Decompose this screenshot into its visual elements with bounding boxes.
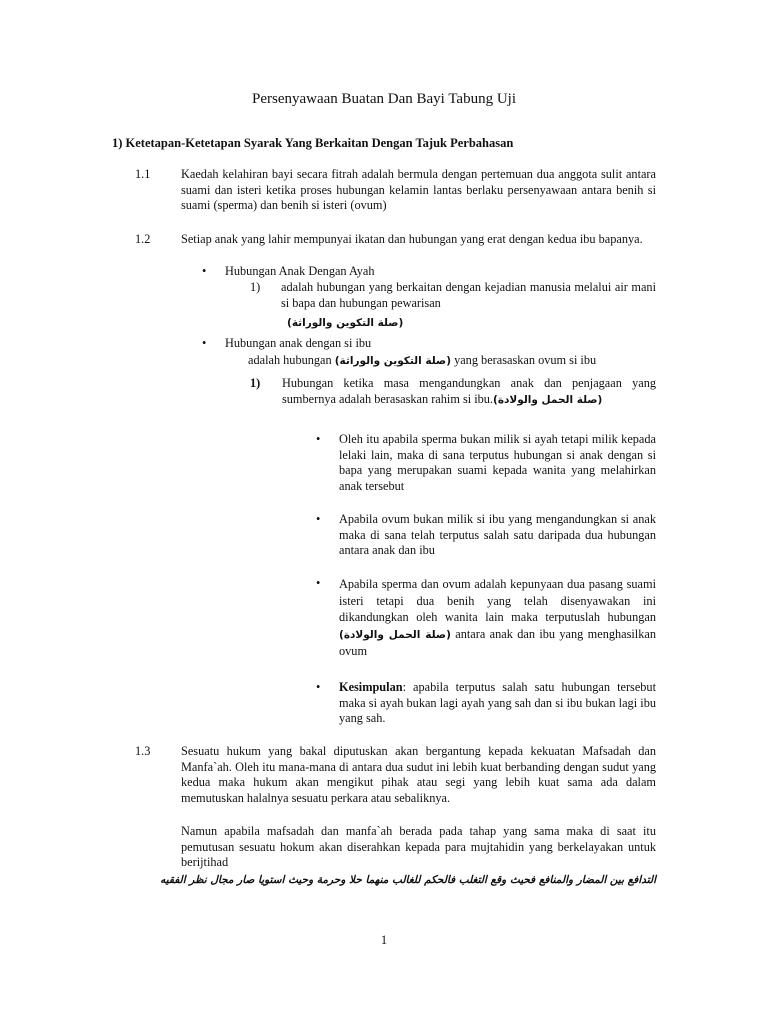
bullet-icon: • (316, 512, 321, 526)
section-heading: 1) Ketetapan-Ketetapan Syarak Yang Berkaitan Dengan Tajuk Perbahasan (112, 136, 514, 150)
document-title: Persenyawaan Buatan Dan Bayi Tabung Uji (251, 91, 517, 107)
point-text-pre: Apabila sperma dan ovum adalah kepunyaan dua pasang suami isteri tetapi dua benih yang telah disenyawakan ini dikandungkan oleh wanita lain maka terputuslah hubungan (339, 577, 656, 624)
ibu-text-pre: adalah hubungan (248, 353, 335, 367)
point-sperma-bukan-milik: Oleh itu apabila sperma bukan milik si ayah tetapi milik kepada lelaki lain, maka di sana terputus hubungan si anak dengan si bapa yang merupakan suami kepada wanita yang melahirkan anak tersebut (339, 432, 656, 493)
item-number: 1) (250, 376, 261, 390)
arabic-term: (صلة التكوين والوراثة) (287, 317, 404, 329)
item-number: 1.2 (135, 232, 151, 246)
bullet-icon: • (202, 336, 207, 350)
paragraph-1-3: Sesuatu hukum yang bakal diputuskan akan bergantung kepada kekuatan Mafsadah dan Manfa`ah. Oleh itu mana-mana di antara dua sudut ini lebih kuat berbanding dengan sudut yang kedua maka hukum akan mengikut pihak atau segi yang lebih kuat sama ada dalam memutuskan halalnya sesuatu perkara atau sebaliknya. (181, 744, 656, 805)
arabic-principle: التدافع بين المضار والمنافع فحيث وقع التغلب فالحكم للغالب منهما حلا وحرمة وحيث استويا صار مجال نظر الفقيه (160, 874, 656, 886)
point-kesimpulan (339, 680, 656, 727)
item-number: 1.1 (135, 167, 151, 181)
paragraph-1-1: Kaedah kelahiran bayi secara fitrah adalah bermula dengan pertemuan dua anggota sulit antara suami dan isteri ketika proses hubungan kelamin lantas berlaku persenyawaan antara benih si suami (sperma) dan benih si isteri (ovum) (181, 167, 656, 212)
bullet-hubungan-ibu: Hubungan anak dengan si ibu (225, 336, 372, 350)
paragraph-1-3-continued: Namun apabila mafsadah dan manfa`ah berada pada tahap yang sama maka di saat itu pemutusan sesuatu hokum akan diserahkan kepada para mujtahidin yang berkelayakan untuk berijtihad (181, 824, 656, 869)
ibu-text-post: yang berasaskan ovum si ibu (451, 353, 597, 367)
ayah-description: adalah hubungan yang berkaitan dengan kejadian manusia melalui air mani si bapa dan hubungan pewarisan (281, 280, 656, 310)
bullet-hubungan-ayah: Hubungan Anak Dengan Ayah (225, 264, 375, 278)
arabic-term: (صلة الحمل والولادة) (493, 393, 603, 406)
item-number: 1.3 (135, 744, 151, 758)
ibu-pregnancy-text: Hubungan ketika masa mengandungkan anak dan penjagaan yang sumbernya adalah berasaskan rahim si ibu. (282, 376, 656, 406)
kesimpulan-text: : apabila terputus salah satu hubungan tersebut maka si ayah bukan lagi ayah yang sah dan si ibu bukan lagi ibu yang sah. (339, 680, 656, 725)
point-sperma-ovum-pasangan (339, 576, 656, 660)
ibu-pregnancy-description (282, 376, 656, 408)
ibu-description (248, 353, 596, 370)
bullet-icon: • (202, 264, 207, 278)
point-ovum-bukan-milik: Apabila ovum bukan milik si ibu yang mengandungkan si anak maka di sana telah terputus salah satu daripada dua hubungan antara anak dan ibu (339, 512, 656, 557)
item-number: 1) (250, 280, 261, 294)
arabic-term: (صلة الحمل والولادة) (339, 628, 451, 641)
page-number: 1 (380, 933, 388, 947)
arabic-term: (صلة التكوين والوراثة) (334, 355, 451, 367)
kesimpulan-label: Kesimpulan (339, 680, 403, 694)
bullet-icon: • (316, 680, 321, 694)
bullet-icon: • (316, 432, 321, 446)
paragraph-1-2: Setiap anak yang lahir mempunyai ikatan dan hubungan yang erat dengan kedua ibu bapanya. (181, 232, 643, 246)
point-text-post: antara anak dan ibu yang menghasilkan ovum (339, 626, 656, 658)
bullet-icon: • (316, 576, 321, 590)
